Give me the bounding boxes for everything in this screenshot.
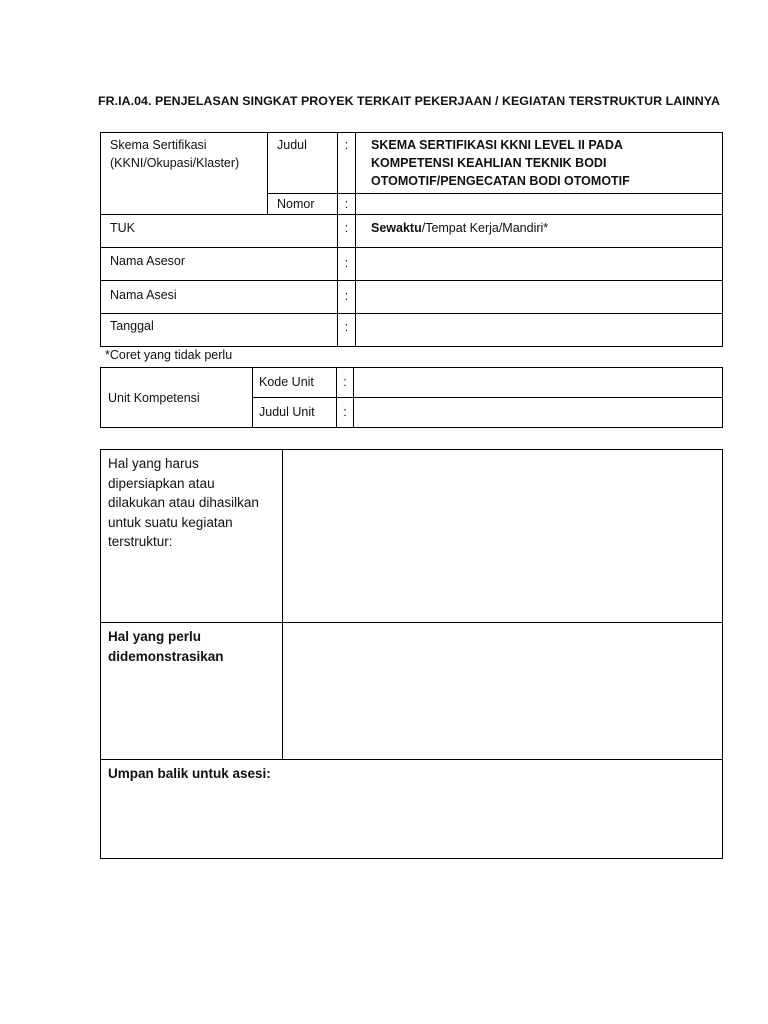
- judul-unit-colon-cell: [337, 398, 354, 428]
- asesor-label-cell: [101, 248, 338, 281]
- skema-label: Skema Sertifikasi (KKNI/Okupasi/Klaster): [110, 138, 240, 170]
- unit-label-cell: [101, 368, 253, 428]
- tanggal-value-cell[interactable]: [356, 314, 723, 347]
- unit-competency-table: [100, 367, 723, 428]
- demo-value: [283, 623, 722, 627]
- feedback-cell[interactable]: [101, 760, 723, 859]
- asesor-value-cell[interactable]: [356, 248, 723, 281]
- colon: :: [344, 138, 349, 152]
- tanggal-value: [356, 314, 722, 317]
- asesi-value-cell[interactable]: [356, 281, 723, 314]
- tuk-label-cell: [101, 215, 338, 248]
- feedback-value: [101, 784, 722, 788]
- tuk-label: TUK: [110, 221, 135, 235]
- tuk-value-cell[interactable]: [356, 215, 723, 248]
- nomor-colon-cell: [338, 194, 356, 215]
- colon: :: [344, 197, 349, 211]
- colon: :: [344, 289, 349, 303]
- kode-colon-cell: [337, 368, 354, 398]
- judul-colon-cell: [338, 133, 356, 194]
- tanggal-label-cell: [101, 314, 338, 347]
- kode-unit-value: [354, 368, 722, 373]
- asesor-label: Nama Asesor: [110, 254, 186, 268]
- tuk-value: [356, 215, 722, 237]
- judul-value-cell[interactable]: [356, 133, 723, 194]
- scheme-info-table: [100, 132, 723, 347]
- feedback-label: Umpan balik untuk asesi:: [108, 766, 271, 781]
- prepare-label: Hal yang harus dipersiapkan atau dilakukan atau dihasilkan untuk suatu kegiatan terstruktur:: [108, 456, 259, 549]
- demo-label-cell: [101, 623, 283, 760]
- nomor-value-cell[interactable]: [356, 194, 723, 215]
- asesi-label: Nama Asesi: [110, 288, 177, 302]
- prepare-label-cell: [101, 450, 283, 623]
- judul-unit-label: Judul Unit: [259, 405, 315, 419]
- kode-unit-label-cell: [253, 368, 337, 398]
- tuk-value-options: /Tempat Kerja/Mandiri*: [421, 221, 549, 235]
- judul-label: Judul: [277, 138, 307, 152]
- colon: :: [344, 320, 349, 334]
- tanggal-label: Tanggal: [110, 319, 154, 333]
- judul-value: SKEMA SERTIFIKASI KKNI LEVEL II PADA KOMPETENSI KEAHLIAN TEKNIK BODI OTOMOTIF/PENGECATAN BODI OTOMOTIF: [371, 138, 630, 188]
- nomor-label-cell: [268, 194, 338, 215]
- tuk-colon-cell: [338, 215, 356, 248]
- demo-label: Hal yang perlu didemonstrasikan: [108, 629, 224, 664]
- prepare-value: [283, 450, 722, 454]
- judul-label-cell: [268, 133, 338, 194]
- colon: :: [343, 375, 347, 389]
- nomor-value: [356, 194, 722, 195]
- colon: :: [344, 256, 349, 270]
- judul-unit-value: [354, 398, 722, 403]
- asesi-label-cell: [101, 281, 338, 314]
- strike-note: *Coret yang tidak perlu: [105, 348, 233, 362]
- tanggal-colon-cell: [338, 314, 356, 347]
- skema-label-cell: [101, 133, 268, 215]
- asesi-value: [356, 281, 722, 284]
- asesor-colon-cell: [338, 248, 356, 281]
- judul-unit-value-cell[interactable]: [354, 398, 723, 428]
- colon: :: [344, 221, 349, 235]
- asesi-colon-cell: [338, 281, 356, 314]
- asesor-value: [356, 248, 722, 251]
- kode-unit-value-cell[interactable]: [354, 368, 723, 398]
- colon: :: [343, 405, 347, 419]
- nomor-label: Nomor: [277, 197, 315, 211]
- unit-label: Unit Kompetensi: [108, 390, 200, 405]
- activity-table: [100, 449, 723, 859]
- kode-unit-label: Kode Unit: [259, 375, 314, 389]
- demo-value-cell[interactable]: [283, 623, 723, 760]
- tuk-value-selected: Sewaktu: [371, 221, 422, 235]
- document-title: FR.IA.04. PENJELASAN SINGKAT PROYEK TERKAIT PEKERJAAN / KEGIATAN TERSTRUKTUR LAINNYA: [98, 94, 720, 108]
- prepare-value-cell[interactable]: [283, 450, 723, 623]
- judul-unit-label-cell: [253, 398, 337, 428]
